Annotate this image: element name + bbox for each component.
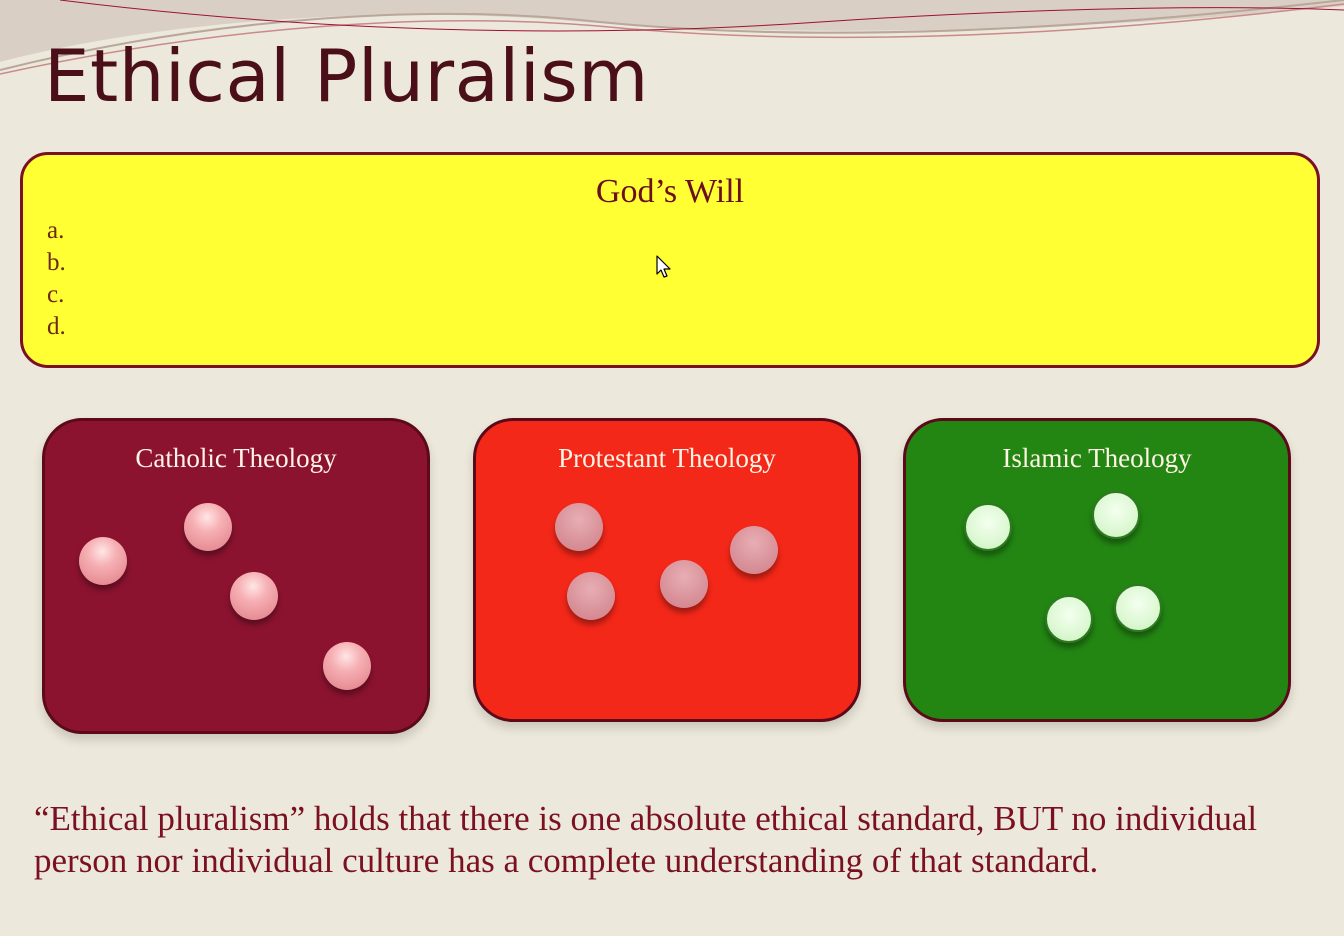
- protestant-ball: [730, 526, 778, 574]
- protestant-theology-box: [473, 418, 861, 722]
- list-item: d.: [47, 313, 66, 340]
- list-item: c.: [47, 281, 65, 308]
- catholic-theology-box: [42, 418, 430, 734]
- definition-text: “Ethical pluralism” holds that there is one absolute ethical standard, BUT no individual person nor individual culture has a complete understanding of that standard.: [34, 799, 1258, 880]
- mouse-cursor-icon: [656, 255, 672, 279]
- catholic-ball: [184, 503, 232, 551]
- protestant-ball: [660, 560, 708, 608]
- catholic-ball: [79, 537, 127, 585]
- protestant-ball: [567, 572, 615, 620]
- islamic-ball: [1114, 584, 1162, 632]
- slide-title: Ethical Pluralism: [44, 34, 649, 118]
- islamic-ball: [1092, 491, 1140, 539]
- catholic-ball: [323, 642, 371, 690]
- gods-will-title: God’s Will: [595, 173, 745, 210]
- islamic-ball: [1045, 595, 1093, 643]
- islamic-theology-box: [903, 418, 1291, 722]
- islamic-theology-title: Islamic Theology: [1002, 443, 1192, 473]
- catholic-ball: [230, 572, 278, 620]
- list-item: a.: [47, 217, 65, 244]
- islamic-ball: [964, 503, 1012, 551]
- gods-will-list: [47, 215, 66, 343]
- protestant-ball: [555, 503, 603, 551]
- protestant-theology-title: Protestant Theology: [558, 443, 776, 473]
- catholic-theology-title: Catholic Theology: [135, 443, 337, 473]
- list-item: b.: [47, 249, 66, 276]
